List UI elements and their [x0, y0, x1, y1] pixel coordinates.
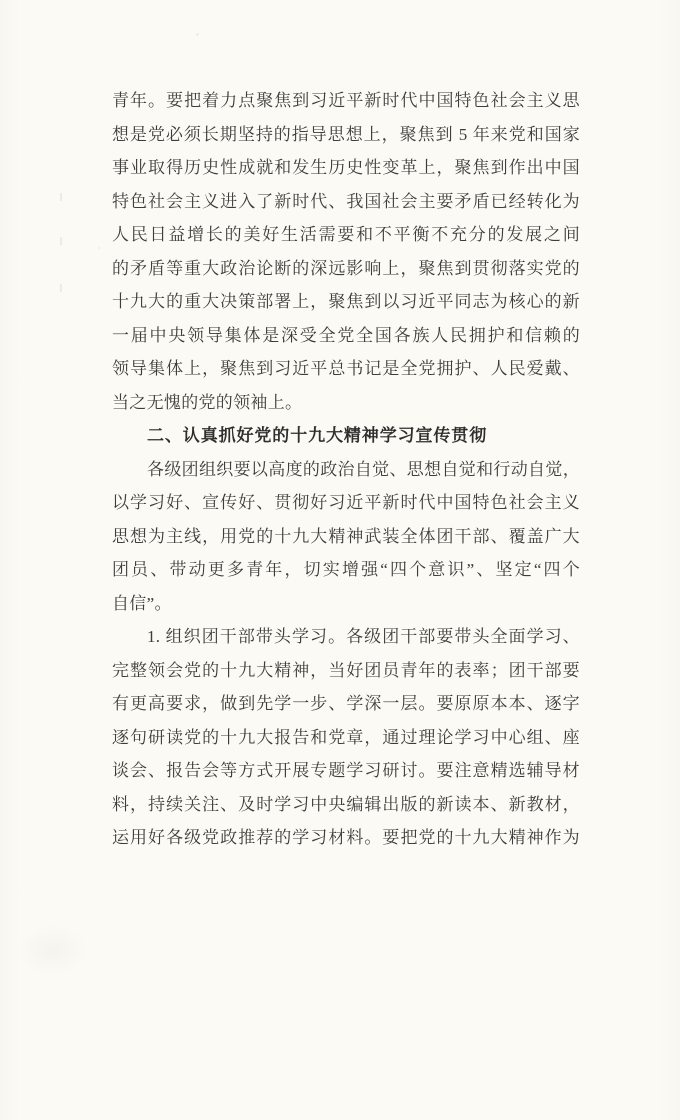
text-line: 完整领会党的十九大精神，当好团员青年的表率；团干部要	[112, 660, 580, 680]
text-line: 以学习好、宣传好、贯彻好习近平新时代中国特色社会主义	[112, 493, 580, 512]
paragraph-first-line: 各级团组织要以高度的政治自觉、思想自觉和行动自觉，	[147, 459, 580, 479]
text-line: 人民日益增长的美好生活需要和不平衡不充分的发展之间	[112, 225, 580, 244]
list-item-first-line: 1. 组织团干部带头学习。各级团干部要带头全面学习、	[147, 627, 580, 646]
text-line: 事业取得历史性成就和发生历史性变革上，聚焦到作出中国	[112, 158, 580, 177]
text-line: 自信”。	[112, 593, 172, 613]
text-line: 运用好各级党政推荐的学习材料。要把党的十九大精神作为	[112, 828, 580, 847]
text-line: 思想为主线，用党的十九大精神武装全体团干部、覆盖广大	[112, 526, 580, 546]
text-line: 十九大的重大决策部署上，聚焦到以习近平同志为核心的新	[112, 292, 580, 311]
text-line: 想是党必须长期坚持的指导思想上，聚焦到 5 年来党和国家	[112, 124, 580, 144]
text-line: 的矛盾等重大政治论断的深远影响上，聚焦到贯彻落实党的	[112, 258, 580, 278]
scan-mark	[60, 237, 62, 245]
text-block	[112, 84, 580, 855]
text-line: 当之无愧的党的领袖上。	[112, 392, 303, 412]
text-line: 有更高要求，做到先学一步、学深一层。要原原本本、逐字	[112, 694, 580, 713]
text-line: 团员、带动更多青年，切实增强“四个意识”、坚定“四个	[112, 560, 580, 579]
scan-mark	[60, 193, 62, 201]
text-line: 特色社会主义进入了新时代、我国社会主要矛盾已经转化为	[112, 191, 580, 211]
scan-smudge	[18, 925, 88, 975]
text-line: 谈会、报告会等方式开展专题学习研讨。要注意精选辅导材	[112, 761, 580, 780]
scan-speck	[98, 247, 100, 249]
section-heading: 二、认真抓好党的十九大精神学习宣传贯彻	[147, 426, 488, 445]
text-line: 逐句研读党的十九大报告和党章，通过理论学习中心组、座	[112, 727, 580, 747]
scan-speck	[196, 33, 199, 36]
text-line: 青年。要把着力点聚焦到习近平新时代中国特色社会主义思	[112, 91, 580, 110]
scan-speck	[300, 102, 302, 104]
scan-mark	[60, 284, 62, 292]
text-line: 一届中央领导集体是深受全党全国各族人民拥护和信赖的	[112, 325, 580, 345]
text-line: 料，持续关注、及时学习中央编辑出版的新读本、新教材，	[112, 794, 580, 814]
text-line: 领导集体上，聚焦到习近平总书记是全党拥护、人民爱戴、	[112, 359, 580, 378]
